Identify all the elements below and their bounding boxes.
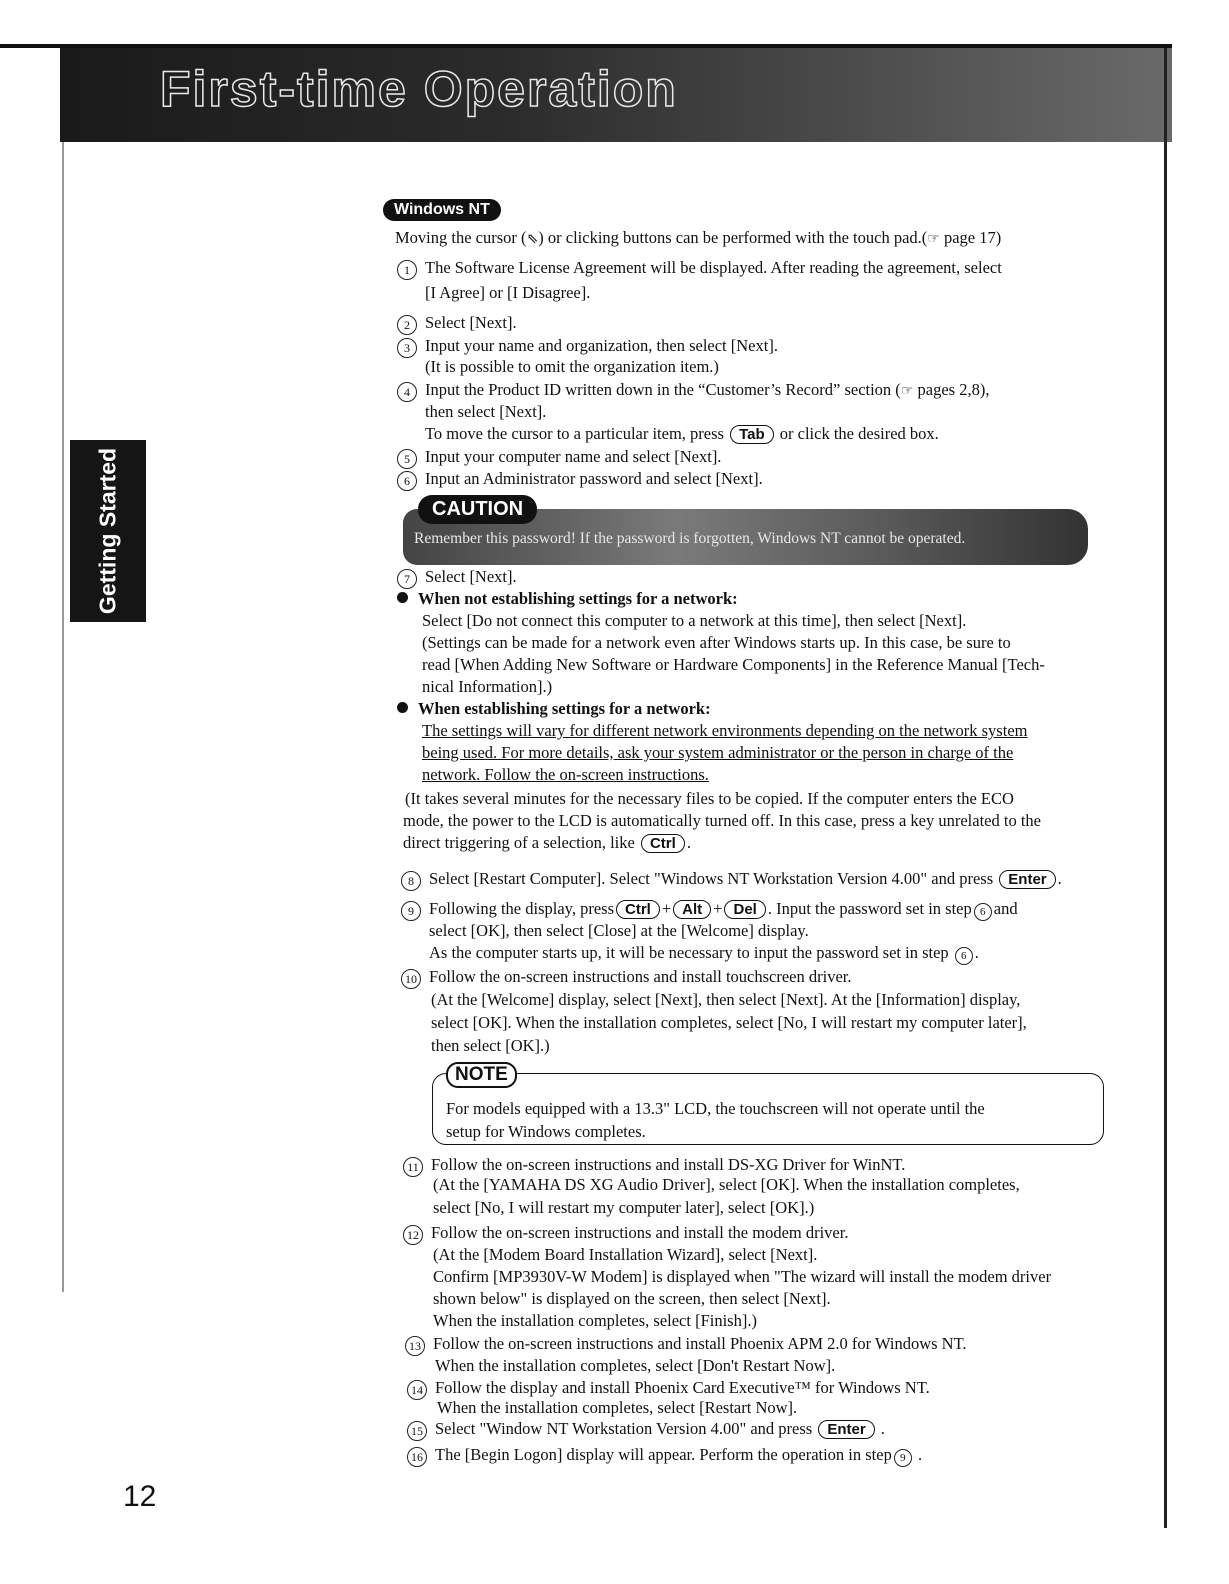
step-6: [397, 469, 763, 491]
step-3-line-2: (It is possible to omit the organization item.): [425, 357, 719, 376]
step-number: 15: [407, 1421, 427, 1441]
os-badge: Windows NT: [383, 199, 501, 221]
eco-text: direct triggering of a selection, like: [403, 833, 639, 852]
step-number: 16: [407, 1447, 427, 1467]
step-text: .: [913, 1445, 923, 1464]
step-text: Select [Next].: [425, 313, 517, 332]
step-reference: 6: [974, 903, 992, 921]
no-network-line-3: read [When Adding New Software or Hardware Components] in the Reference Manual [Tech-: [422, 655, 1045, 674]
step-9: 9 Following the display, press Ctrl + Alt + Del . Input the password set in step 6 and: [401, 899, 1018, 921]
step-10: [401, 967, 851, 989]
step-text: Select [Restart Computer]. Select "Windows NT Workstation Version 4.00" and press: [429, 869, 998, 888]
note-label: NOTE: [446, 1062, 517, 1088]
step-text: Follow the on-screen instructions and install touchscreen driver.: [429, 967, 852, 986]
step-12-line-3: Confirm [MP3930V-W Modem] is displayed when "The wizard will install the modem driver: [433, 1267, 1052, 1286]
heading-text: When not establishing settings for a network:: [418, 589, 738, 608]
step-number: 14: [407, 1380, 427, 1400]
page-number: 12: [123, 1480, 157, 1513]
intro-part: ) or clicking buttons can be performed with the touch pad.(: [538, 228, 928, 247]
step-9-line-2: select [OK], then select [Close] at the [Welcome] display.: [429, 921, 809, 940]
ctrl-key: Ctrl: [641, 834, 685, 853]
note-line-2: setup for Windows completes.: [446, 1122, 646, 1141]
note-line-1: For models equipped with a 13.3" LCD, the touchscreen will not operate until the: [446, 1099, 985, 1118]
caution-label: CAUTION: [418, 495, 537, 524]
step-text: Follow the display and install Phoenix Card Executive™ for Windows NT.: [435, 1378, 930, 1397]
step-12-line-5: When the installation completes, select [Finish].): [433, 1311, 757, 1330]
step-11: [403, 1155, 905, 1177]
eco-line-1: (It takes several minutes for the necessary files to be copied. If the computer enters the ECO: [405, 789, 1014, 808]
step-text: and: [993, 899, 1018, 918]
cursor-arrow-icon: ⇖: [526, 232, 539, 247]
step-1-line-2: [I Agree] or [I Disagree].: [425, 283, 591, 302]
step-text: The [Begin Logon] display will appear. Perform the operation in step: [435, 1445, 892, 1464]
alt-key: Alt: [673, 900, 711, 919]
step-14-line-2: When the installation completes, select [Restart Now].: [437, 1398, 798, 1417]
step-number: 3: [397, 338, 417, 358]
intro-part: page 17): [939, 228, 1002, 247]
step-4: [397, 380, 989, 402]
step-text: Select [Next].: [425, 567, 517, 586]
step-7: [397, 567, 517, 589]
page-header-banner: [60, 48, 1172, 142]
step-15: [407, 1419, 885, 1441]
step-number: 12: [403, 1225, 423, 1245]
page-title: First-time Operation: [160, 61, 678, 117]
network-line-2: being used. For more details, ask your system administrator or the person in charge of the: [422, 743, 1014, 762]
caution-text: Remember this password! If the password is forgotten, Windows NT cannot be operated.: [414, 530, 966, 547]
step-text: . Input the password set in step: [767, 899, 972, 918]
step-number: 8: [401, 871, 421, 891]
no-network-heading: [397, 589, 738, 609]
step-text: Follow the on-screen instructions and install Phoenix APM 2.0 for Windows NT.: [433, 1334, 967, 1353]
network-heading: [397, 699, 711, 719]
network-line-3: network. Follow the on-screen instructions.: [422, 765, 709, 784]
enter-key: Enter: [999, 870, 1055, 889]
step-text: Following the display, press: [429, 899, 615, 918]
step-reference: 6: [955, 947, 973, 965]
step-11-line-3: select [No, I will restart my computer later], select [OK].): [433, 1198, 815, 1217]
step-number: 4: [397, 382, 417, 402]
no-network-line-4: nical Information].): [422, 677, 553, 696]
step-text: Input your name and organization, then select [Next].: [425, 336, 778, 355]
no-network-line-2: (Settings can be made for a network even after Windows starts up. In this case, be sure to: [422, 633, 1011, 652]
section-side-tab: [70, 440, 146, 622]
bullet-icon: [397, 702, 408, 713]
step-9-line-3: [429, 943, 979, 965]
heading-text: When establishing settings for a network:: [418, 699, 711, 718]
step-16: [407, 1445, 922, 1467]
step-text: To move the cursor to a particular item, press: [425, 424, 729, 443]
step-4-line-2: then select [Next].: [425, 402, 547, 421]
step-1: [397, 258, 1002, 280]
step-3: [397, 336, 778, 358]
step-number: 13: [405, 1336, 425, 1356]
step-number: 10: [401, 969, 421, 989]
step-12-line-2: (At the [Modem Board Installation Wizard], select [Next].: [433, 1245, 818, 1264]
step-13: [405, 1334, 967, 1356]
network-line-1: The settings will vary for different network environments depending on the network system: [422, 721, 1028, 740]
step-number: 9: [401, 901, 421, 921]
step-4-line-3: [425, 424, 939, 444]
step-13-line-2: When the installation completes, select [Don't Restart Now].: [435, 1356, 836, 1375]
step-10-line-4: then select [OK].): [431, 1036, 550, 1055]
step-number: 2: [397, 315, 417, 335]
step-text: Input the Product ID written down in the “Customer’s Record” section (: [425, 380, 901, 399]
step-10-line-3: select [OK]. When the installation completes, select [No, I will restart my computer later],: [431, 1013, 1027, 1032]
intro-text: [395, 228, 1001, 250]
step-text: .: [974, 943, 979, 962]
enter-key: Enter: [818, 1420, 874, 1439]
step-number: 7: [397, 569, 417, 589]
step-8: [401, 869, 1062, 891]
right-margin-rule: [1164, 48, 1167, 1528]
step-reference: 9: [894, 1449, 912, 1467]
step-text: Follow the on-screen instructions and install the modem driver.: [431, 1223, 849, 1242]
step-text: pages 2,8),: [913, 380, 990, 399]
ctrl-key: Ctrl: [616, 900, 660, 919]
step-number: 11: [403, 1157, 423, 1177]
side-tab-label: Getting Started: [94, 447, 121, 615]
step-number: 6: [397, 471, 417, 491]
step-text: .: [876, 1419, 885, 1438]
step-5: [397, 447, 721, 469]
step-14: [407, 1378, 930, 1400]
eco-line-3: [403, 833, 691, 853]
page-reference-icon: ☞: [927, 232, 940, 247]
page-reference-icon: ☞: [900, 384, 914, 399]
step-text: Input an Administrator password and select [Next].: [425, 469, 763, 488]
step-text: or click the desired box.: [775, 424, 939, 443]
step-text: As the computer starts up, it will be necessary to input the password set in step: [429, 943, 953, 962]
step-2: [397, 313, 517, 335]
step-12-line-4: shown below" is displayed on the screen, then select [Next].: [433, 1289, 831, 1308]
step-number: 1: [397, 260, 417, 280]
step-number: 5: [397, 449, 417, 469]
step-text: Input your computer name and select [Next].: [425, 447, 722, 466]
step-text: The Software License Agreement will be displayed. After reading the agreement, select: [425, 258, 1002, 277]
intro-part: Moving the cursor (: [395, 228, 527, 247]
step-text: Select "Window NT Workstation Version 4.00" and press: [435, 1419, 817, 1438]
bullet-icon: [397, 592, 408, 603]
eco-line-2: mode, the power to the LCD is automatically turned off. In this case, press a key unrelated to the: [403, 811, 1041, 830]
left-margin-rule: [62, 142, 64, 1292]
eco-text: .: [686, 833, 691, 852]
del-key: Del: [724, 900, 765, 919]
step-12: [403, 1223, 848, 1245]
tab-key: Tab: [730, 425, 774, 444]
step-text: .: [1057, 869, 1062, 888]
step-10-line-2: (At the [Welcome] display, select [Next], then select [Next]. At the [Information] display,: [431, 990, 1021, 1009]
step-text: Follow the on-screen instructions and install DS-XG Driver for WinNT.: [431, 1155, 906, 1174]
step-11-line-2: (At the [YAMAHA DS XG Audio Driver], select [OK]. When the installation completes,: [433, 1175, 1020, 1194]
no-network-line-1: Select [Do not connect this computer to a network at this time], then select [Next].: [422, 611, 967, 630]
